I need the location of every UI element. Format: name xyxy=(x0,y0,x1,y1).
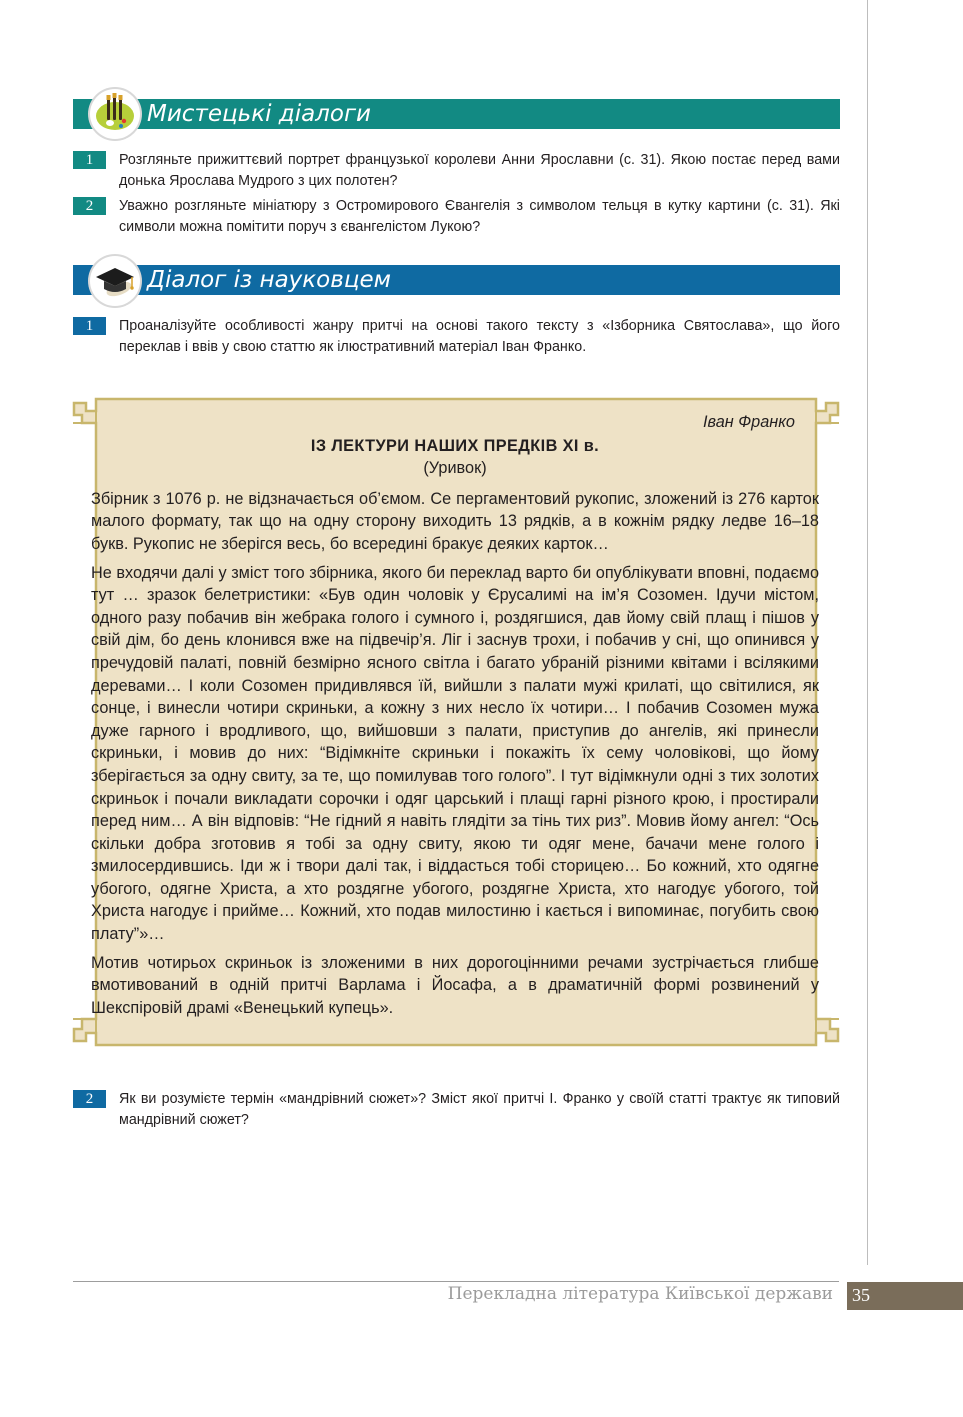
margin-rule xyxy=(867,0,868,1265)
footer-rule xyxy=(73,1281,839,1282)
excerpt-frame xyxy=(72,397,840,1047)
excerpt-author: Іван Франко xyxy=(703,413,795,431)
excerpt-title: ІЗ ЛЕКТУРИ НАШИХ ПРЕДКІВ XI в. xyxy=(310,436,600,455)
page-number: 35 xyxy=(852,1285,870,1305)
task-number: 1 xyxy=(73,317,106,335)
task-1 xyxy=(73,316,840,358)
section-title: Мистецькі діалоги xyxy=(147,101,371,127)
section-title: Діалог із науковцем xyxy=(147,267,391,293)
excerpt-body xyxy=(91,411,819,1025)
excerpt-subtitle: (Уривок) xyxy=(423,459,487,478)
graduation-cap-icon xyxy=(90,256,140,306)
excerpt-paragraph: Збірник з 1076 р. не відзначається об’ємом. Се пергаментовий рукопис, зложений із 276 карток малого формату, так що на одну сторону виходить 13 рядків, а в кожнім рядку ледве 16–18 букв. Рукопис не зберігся весь, бо всередині бракує деяких карток… xyxy=(91,489,819,553)
task-1 xyxy=(73,150,840,192)
task-2 xyxy=(73,196,840,238)
palette-brushes-icon xyxy=(90,89,140,139)
running-footer-title: Перекладна література Київської держави xyxy=(447,1284,833,1304)
task-text: Розгляньте прижиттєвий портрет французької королеви Анни Ярославни (с. 31). Якою постає перед вами донька Ярослава Мудрого з цих полотен? xyxy=(119,152,840,189)
task-number: 2 xyxy=(73,1090,106,1108)
task-number: 2 xyxy=(73,197,106,215)
task-text: Проаналізуйте особливості жанру притчі на основі такого тексту з «Ізборника Святослава», що його переклав і ввів у свою статтю як ілюстративний матеріал Іван Франко. xyxy=(119,318,840,355)
task-text: Як ви розумієте термін «мандрівний сюжет»? Зміст якої притчі І. Франко у своїй статті трактує як типовий мандрівний сюжет? xyxy=(119,1091,840,1128)
section-header-scientist-dialogue xyxy=(73,265,840,295)
task-number: 1 xyxy=(73,151,106,169)
page-number-box xyxy=(847,1282,963,1310)
excerpt-paragraph: Не входячи далі у зміст того збірника, якого би переклад варто би опублікувати вповні, подаємо тут … зразок белетристики: «Був один чоловік у Єрусалимі на ім’я Созомен. Ідучи містом, одного разу побачив він жебрака голого і сумного і, роздягшися, дав йому свій плащ і пішов у свій дім, бо день клонився вже на підвечір’я. Ліг і заснув трохи, і побачив у сні, що опинився у пречудовій палаті, повній безмірно ясного світла і багато убраній різними квітами і всілякими деревами… І коли Созомен придивлявся їй, вийшли з палати мужі крилаті, що світилися, як сонце, і винесли чотири скриньки, а кожну з них несло їх чотири… І побачив Созомен мужа дуже гарного і вродливого, що, вийшовши з палати, приступив до ангелів, які принесли скриньки, і мовив до них: “Відімкніте скриньки і покажіть їх сему чоловікові, що йому зберігається за одну свиту, за те, що помилував того голого”. І тут відімкнули одні з тих золотих скриньок і почали викладати сорочки і одяг царський і плащі гарні різного крою, і простирали перед ним… А він відповів: “Не гідний я навіть глядіти за тінь тих риз”. Мовив йому ангел: “Ось скільки добра зготовив я тобі за одну свиту, якою ти одяг мене, бачачи мене голого і змилосердившись. Іди ж і твори далі так, і віддасться тобі сторицею… Бо кожний, хто одягне убогого, одягне Христа, а хто роздягне убогого, роздягне Христа, хто нагодує убогого, той Христа нагодує і прийме… Кожний, хто подав милостиню і кається і випоминає, погубить свою плату”»… xyxy=(91,563,819,944)
excerpt-paragraph: Мотив чотирьох скриньок із зложеними в них дорогоцінними речами зустрічається глибше вмотивований в одній притчі Варлама і Йосафа, а в драматичній формі розвинений у Шекспіровій драмі «Венецький купець». xyxy=(91,953,819,1017)
task-text: Уважно розгляньте мініатюру з Остромирового Євангелія з символом тельця в кутку картини (с. 31). Які символи можна помітити поруч з євангелістом Лукою? xyxy=(119,198,840,235)
section-header-art-dialogues xyxy=(73,99,840,129)
task-2 xyxy=(73,1089,840,1131)
